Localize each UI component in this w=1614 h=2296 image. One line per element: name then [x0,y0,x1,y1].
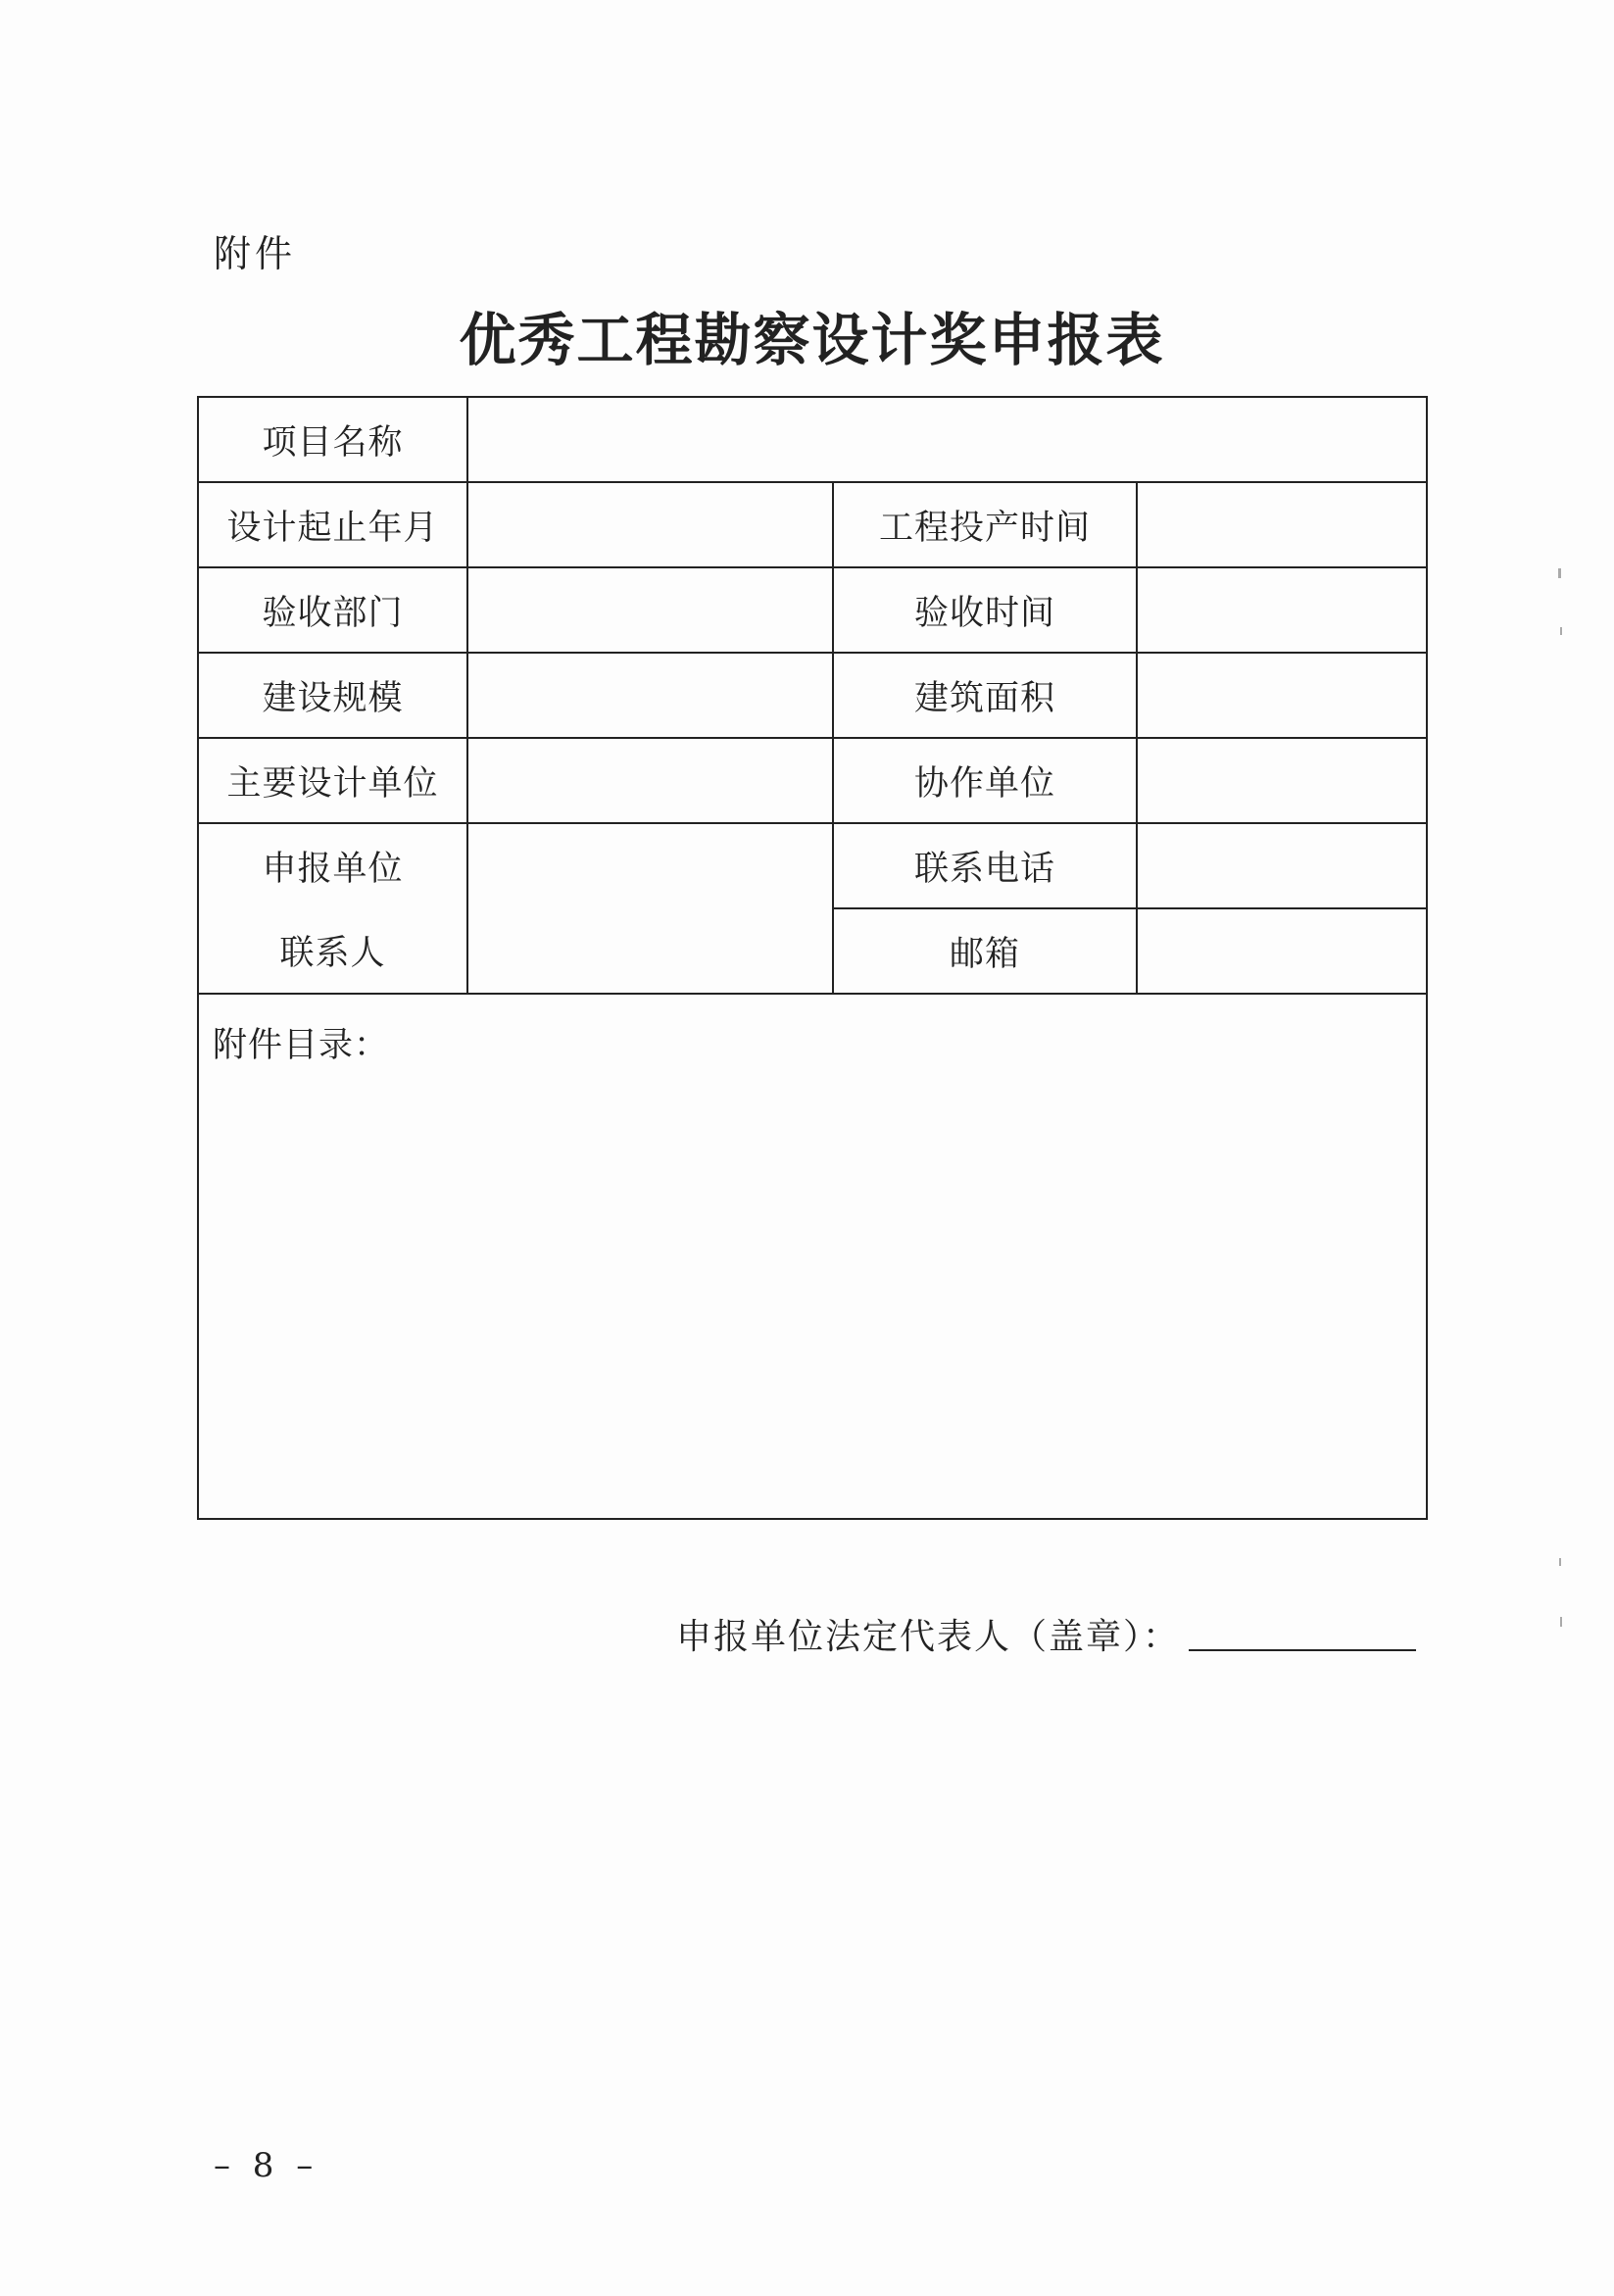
project-name-field[interactable] [467,397,1427,482]
label-phone: 联系电话 [833,823,1137,908]
label-design-period: 设计起止年月 [198,482,467,567]
production-time-field[interactable] [1137,482,1427,567]
label-attachment-catalog: 附件目录： [213,1026,390,1065]
applicant-unit-field[interactable] [467,823,833,994]
label-email: 邮箱 [833,908,1137,994]
table-row [198,738,1427,823]
label-contact-person: 联系人 [198,908,467,994]
acceptance-time-field[interactable] [1137,567,1427,653]
table-row [198,397,1427,482]
attachment-catalog-field[interactable] [198,994,1427,1519]
scan-mark [1560,1617,1562,1627]
scan-mark [1559,1558,1561,1566]
label-construction-scale: 建设规模 [198,653,467,738]
scan-mark [1558,568,1561,578]
application-form-table [197,396,1428,1520]
label-acceptance-dept: 验收部门 [198,567,467,653]
table-row [198,567,1427,653]
table-row [198,994,1427,1519]
acceptance-dept-field[interactable] [467,567,833,653]
table-row [198,823,1427,908]
scan-mark [1560,627,1562,635]
page-number: – 8 – [214,2146,319,2185]
label-building-area: 建筑面积 [833,653,1137,738]
signature-line[interactable] [1189,1649,1416,1651]
signature-label: 申报单位法定代表人（盖章）： [676,1617,1181,1657]
main-design-unit-field[interactable] [467,738,833,823]
label-project-name: 项目名称 [198,397,467,482]
label-acceptance-time: 验收时间 [833,567,1137,653]
design-period-field[interactable] [467,482,833,567]
cooperating-unit-field[interactable] [1137,738,1427,823]
label-applicant-unit: 申报单位 [198,823,467,908]
table-row [198,653,1427,738]
label-main-design-unit: 主要设计单位 [198,738,467,823]
phone-field[interactable] [1137,823,1427,908]
construction-scale-field[interactable] [467,653,833,738]
label-production-time: 工程投产时间 [833,482,1137,567]
building-area-field[interactable] [1137,653,1427,738]
page-title: 优秀工程勘察设计奖申报表 [459,307,1165,373]
attachment-label: 附件 [214,232,297,275]
table-row [198,482,1427,567]
label-cooperating-unit: 协作单位 [833,738,1137,823]
email-field[interactable] [1137,908,1427,994]
